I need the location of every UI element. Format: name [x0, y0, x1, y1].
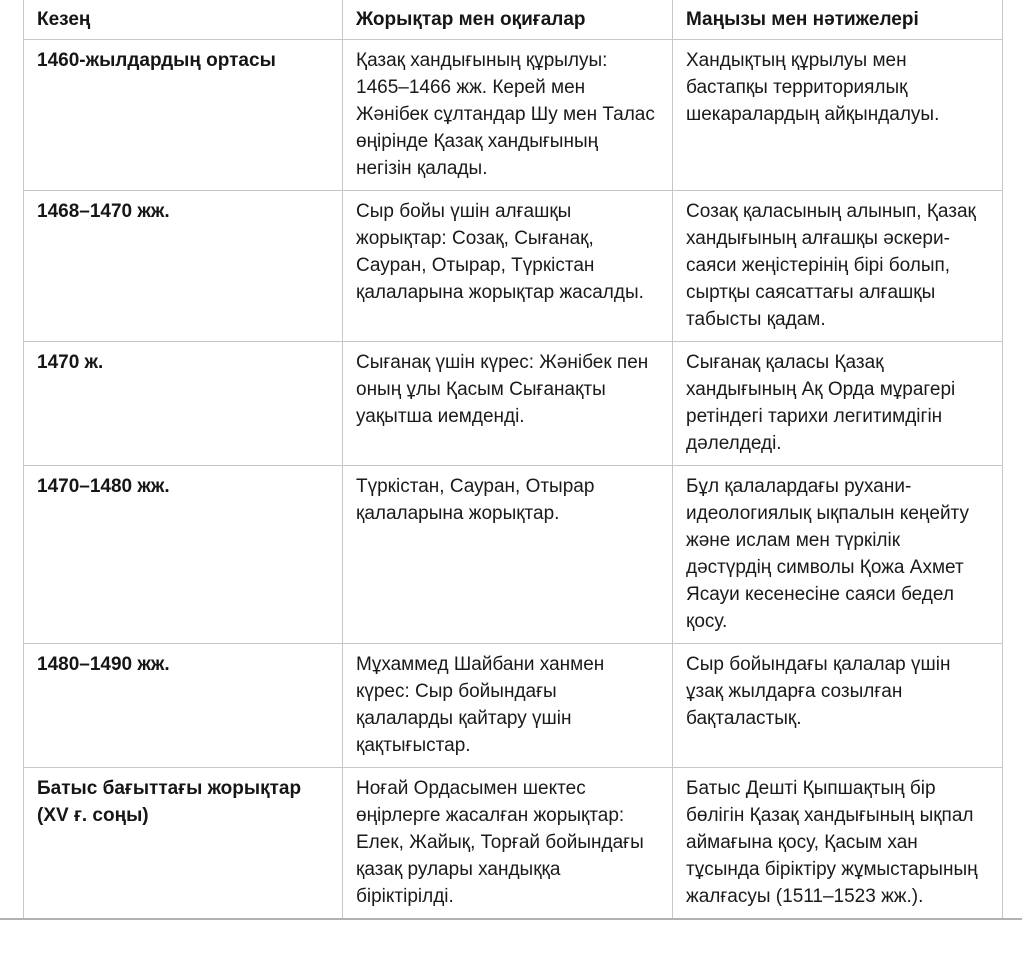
table-row	[24, 191, 1003, 342]
period-cell: 1460-жылдардың ортасы	[24, 40, 343, 191]
period-cell: Батыс бағыттағы жорықтар (XV ғ. соңы)	[24, 768, 343, 919]
events-cell: Қазақ хандығының құрылуы: 1465–1466 жж. Керей мен Жәнібек сұлтандар Шу мен Талас өңірінде Қазақ хандығының негізін қалады.	[343, 40, 673, 191]
events-cell: Түркістан, Сауран, Отырар қалаларына жорықтар.	[343, 466, 673, 644]
page-bottom-margin	[0, 920, 1022, 925]
table-row	[24, 342, 1003, 466]
events-cell: Мұхаммед Шайбани ханмен күрес: Сыр бойындағы қалаларды қайтару үшін қақтығыстар.	[343, 644, 673, 768]
period-cell: 1470–1480 жж.	[24, 466, 343, 644]
table-row	[24, 40, 1003, 191]
period-cell: 1480–1490 жж.	[24, 644, 343, 768]
significance-cell: Сыр бойындағы қалалар үшін ұзақ жылдарға созылған бақталастық.	[673, 644, 1003, 768]
events-cell: Сығанақ үшін күрес: Жәнібек пен оның ұлы Қасым Сығанақты уақытша иемденді.	[343, 342, 673, 466]
significance-cell: Сығанақ қаласы Қазақ хандығының Ақ Орда мұрагері ретіндегі тарихи легитимдігін дәлелдеді.	[673, 342, 1003, 466]
kazakh-khanate-campaigns-table	[23, 0, 1003, 918]
significance-cell: Батыс Дешті Қыпшақтың бір бөлігін Қазақ хандығының ықпал аймағына қосу, Қасым хан тұсында біріктіру жұмыстарының жалғасуы (1511–1523 жж.).	[673, 768, 1003, 919]
column-header-significance: Маңызы мен нәтижелері	[673, 0, 1003, 40]
column-header-events: Жорықтар мен оқиғалар	[343, 0, 673, 40]
period-cell: 1468–1470 жж.	[24, 191, 343, 342]
period-cell: 1470 ж.	[24, 342, 343, 466]
significance-cell: Бұл қалалардағы рухани-идеологиялық ықпалын кеңейту және ислам мен түркілік дәстүрдің символы Қожа Ахмет Ясауи кесенесіне саяси бедел қосу.	[673, 466, 1003, 644]
significance-cell: Созақ қаласының алынып, Қазақ хандығының алғашқы әскери-саяси жеңістерінің бірі болып, сыртқы саясаттағы алғашқы табысты қадам.	[673, 191, 1003, 342]
events-cell: Ноғай Ордасымен шектес өңірлерге жасалған жорықтар: Елек, Жайық, Торғай бойындағы қазақ рулары хандыққа біріктірілді.	[343, 768, 673, 919]
table-row	[24, 768, 1003, 919]
header-row	[24, 0, 1003, 40]
table-row	[24, 466, 1003, 644]
significance-cell: Хандықтың құрылуы мен бастапқы территориялық шекаралардың айқындалуы.	[673, 40, 1003, 191]
column-header-period: Кезең	[24, 0, 343, 40]
events-cell: Сыр бойы үшін алғашқы жорықтар: Созақ, Сығанақ, Сауран, Отырар, Түркістан қалаларына жорықтар жасалды.	[343, 191, 673, 342]
table-row	[24, 644, 1003, 768]
